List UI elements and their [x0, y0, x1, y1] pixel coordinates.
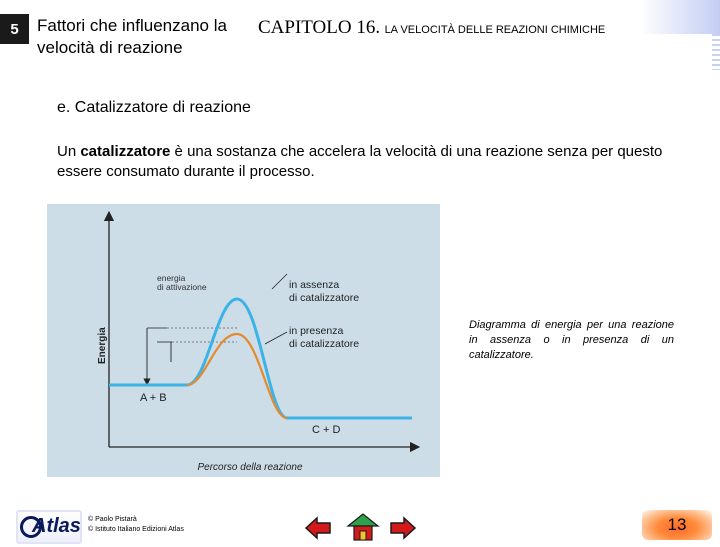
activation-label-1: energia: [157, 273, 186, 283]
products-label: C + D: [312, 424, 341, 436]
corner-stripes: [712, 34, 720, 70]
subtitle-text: Catalizzatore di reazione: [74, 99, 251, 116]
reactants-label: A + B: [140, 392, 167, 404]
atlas-logo: [16, 510, 82, 544]
uncat-label-2: di catalizzatore: [289, 292, 360, 304]
credit-publisher: © Istituto Italiano Edizioni Atlas: [88, 526, 184, 533]
description: [57, 142, 667, 182]
cat-label-1: in presenza: [289, 325, 344, 337]
section-number-badge: [0, 14, 29, 44]
logo-text: Atlas: [32, 515, 81, 537]
desc-bold-term: catalizzatore: [80, 143, 171, 160]
cat-label-2: di catalizzatore: [289, 338, 360, 350]
credit-author: © Paolo Pistarà: [88, 516, 137, 523]
arrow-left-icon: [303, 514, 333, 542]
desc-before: Un: [57, 143, 81, 160]
next-button[interactable]: [388, 514, 418, 542]
desc-after: è una sostanza che accelera la velocità di una reazione senza per questo essere consumato durante il processo.: [57, 143, 663, 180]
x-axis-label: Percorso della reazione: [197, 462, 303, 473]
section-title: Fattori che influenzano la velocità di reazione: [37, 16, 227, 57]
energy-diagram-svg: [47, 204, 440, 477]
page-number-badge: [642, 510, 712, 540]
chapter-heading: [258, 17, 605, 39]
home-button[interactable]: [346, 511, 380, 542]
credits: [88, 515, 184, 535]
chapter-title: LA VELOCITÀ DELLE REAZIONI CHIMICHE: [384, 24, 606, 36]
section-number: 5: [10, 20, 19, 38]
uncat-leader-line: [272, 274, 287, 289]
figure-caption: Diagramma di energia per una reazione in assenza o in presenza di un catalizzatore.: [469, 319, 674, 361]
subtitle: [57, 99, 251, 117]
energy-diagram: [47, 204, 440, 477]
subtitle-letter: e.: [57, 99, 71, 116]
page-number: 13: [667, 515, 687, 534]
curve-catalyzed: [187, 334, 287, 418]
cat-leader-line: [265, 332, 287, 344]
y-axis-label: Energia: [97, 327, 108, 364]
uncat-label-1: in assenza: [289, 279, 340, 291]
home-icon: [346, 511, 380, 542]
prev-button[interactable]: [303, 514, 333, 542]
arrow-right-icon: [388, 514, 418, 542]
corner-decoration: [640, 0, 720, 34]
chapter-label: CAPITOLO 16.: [258, 17, 381, 38]
activation-label-2: di attivazione: [157, 282, 207, 292]
